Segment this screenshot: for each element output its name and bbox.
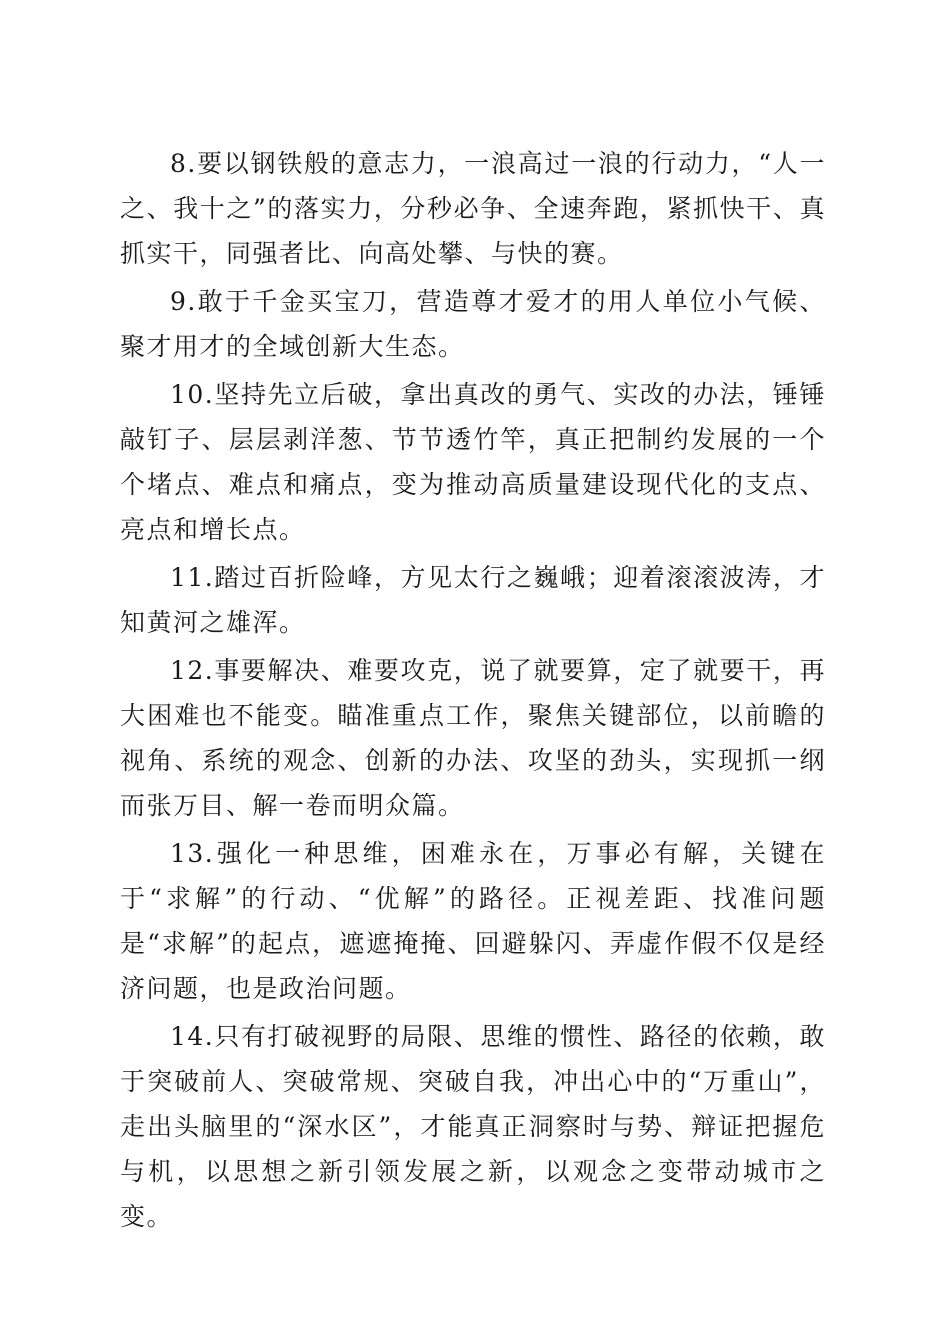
paragraph-14: 14.只有打破视野的局限、思维的惯性、路径的依赖，敢于突破前人、突破常规、突破自我，冲出心中的“万重山”，走出头脑里的“深水区”，才能真正洞察时与势、辩证把握危与机，以思想之新引领发展之新，以观念之变带动城市之变。	[120, 1022, 826, 1231]
paragraph-8: 8.要以钢铁般的意志力，一浪高过一浪的行动力，“人一之、我十之”的落实力，分秒必争、全速奔跑，紧抓快干、真抓实干，同强者比、向高处攀、与快的赛。	[120, 149, 826, 268]
document-body	[120, 141, 826, 1239]
paragraph-10: 10.坚持先立后破，拿出真改的勇气、实改的办法，锤锤敲钉子、层层剥洋葱、节节透竹竿，真正把制约发展的一个个堵点、难点和痛点，变为推动高质量建设现代化的支点、亮点和增长点。	[120, 380, 826, 544]
paragraph-13: 13.强化一种思维，困难永在，万事必有解，关键在于“求解”的行动、“优解”的路径。正视差距、找准问题是“求解”的起点，遮遮掩掩、回避躲闪、弄虚作假不仅是经济问题，也是政治问题。	[120, 839, 826, 1003]
paragraph-12: 12.事要解决、难要攻克，说了就要算，定了就要干，再大困难也不能变。瞄准重点工作，聚焦关键部位，以前瞻的视角、系统的观念、创新的办法、攻坚的劲头，实现抓一纲而张万目、解一卷而明众篇。	[120, 656, 826, 820]
paragraph-9: 9.敢于千金买宝刀，营造尊才爱才的用人单位小气候、聚才用才的全域创新大生态。	[120, 287, 826, 361]
paragraph-11: 11.踏过百折险峰，方见太行之巍峨；迎着滚滚波涛，才知黄河之雄浑。	[120, 563, 826, 637]
